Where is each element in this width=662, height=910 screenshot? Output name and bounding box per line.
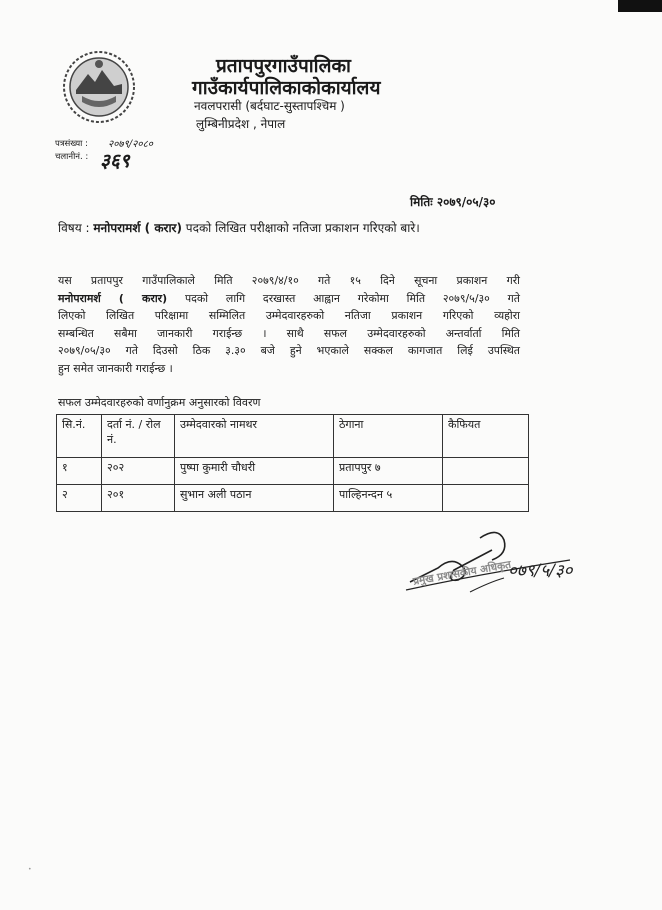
table-title: सफल उम्मेदवारहरुको वर्णानुक्रम अनुसारको विवरण: [58, 396, 261, 409]
nepal-emblem-logo: [62, 50, 136, 124]
cell-sn: १: [57, 458, 102, 485]
subject-post: मनोपरामर्श ( करार): [93, 221, 182, 235]
results-table: [56, 414, 529, 512]
cell-sn: २: [57, 485, 102, 512]
body-line-6: हुन समेत जानकारी गराईन्छ ।: [58, 361, 173, 375]
col-header-address: ठेगाना: [334, 415, 443, 458]
body-line-5: २०७९/०५/३० गते दिउसो ठिक ३.३० बजे हुने भएकाले सक्कल कागजात लिई उपस्थित: [58, 344, 520, 358]
cell-address: प्रतापपुर ७: [334, 458, 443, 485]
body-line-2-rest: पदको लागि दरखास्त आह्वान गरेकोमा मिति २०७९/५/३० गते: [184, 291, 520, 305]
col-header-remarks: कैफियत: [443, 415, 529, 458]
org-name: प्रतापपुरगाउँपालिका: [216, 55, 351, 77]
district-line: नवलपरासी (बर्दघाट-सुस्तापश्चिम ): [194, 99, 345, 113]
col-header-name: उम्मेदवारको नामथर: [175, 415, 334, 458]
subject-rest: पदको लिखित परीक्षाको नतिजा प्रकाशन गरिएको बारे।: [185, 221, 420, 235]
scan-dot: •: [28, 866, 32, 873]
chalani-label: चलानीनं. :: [55, 152, 89, 162]
date-line: मितिः २०७९/०५/३०: [410, 195, 496, 209]
office-name: गाउँकार्यपालिकाकोकार्यालय: [192, 77, 381, 99]
patra-label: पत्रसंख्या :: [55, 139, 88, 149]
table-row: [57, 458, 529, 485]
cell-address: पाल्हिनन्दन ५: [334, 485, 443, 512]
patra-value: २०७९/२०८०: [108, 139, 153, 150]
subject-prefix: विषय :: [58, 221, 90, 235]
table-row: [57, 485, 529, 512]
signature-date: ०७९/५/३०: [508, 561, 573, 581]
body-line-1: यस प्रतापपुर गाउँपालिकाले मिति २०७९/४/१० गते १५ दिने सूचना प्रकाशन गरी: [58, 274, 520, 287]
cell-name: सुभान अली पठान: [175, 485, 334, 512]
stamp-title: प्रमुख प्रशासकीय अधिकृत: [412, 558, 512, 588]
body-line-3: लिएको लिखित परिक्षामा सम्मिलित उम्मेदवारहरुको नतिजा प्रकाशन गरिएको व्यहोरा: [58, 309, 520, 323]
cell-remarks: [443, 458, 529, 485]
body-line-4: सम्बन्धित सबैमा जानकारी गराईन्छ । साथै सफल उम्मेदवारहरुको अन्तर्वार्ता मिति: [58, 326, 520, 340]
cell-roll: २०२: [102, 458, 175, 485]
notice-body: [58, 272, 520, 378]
col-header-sn: सि.नं.: [57, 415, 102, 458]
chalani-value: ३६९: [100, 150, 130, 172]
table-header-row: [57, 415, 529, 458]
cell-name: पुष्पा कुमारी चौधरी: [175, 458, 334, 485]
body-line-2: [58, 290, 520, 308]
cell-roll: २०१: [102, 485, 175, 512]
subject-line: [58, 219, 420, 236]
cell-remarks: [443, 485, 529, 512]
col-header-roll: दर्ता नं. / रोल नं.: [102, 415, 175, 458]
body-post-name: मनोपरामर्श ( करार): [58, 291, 168, 305]
province-line: लुम्बिनीप्रदेश , नेपाल: [196, 117, 286, 131]
scan-edge-mark: [618, 0, 662, 12]
